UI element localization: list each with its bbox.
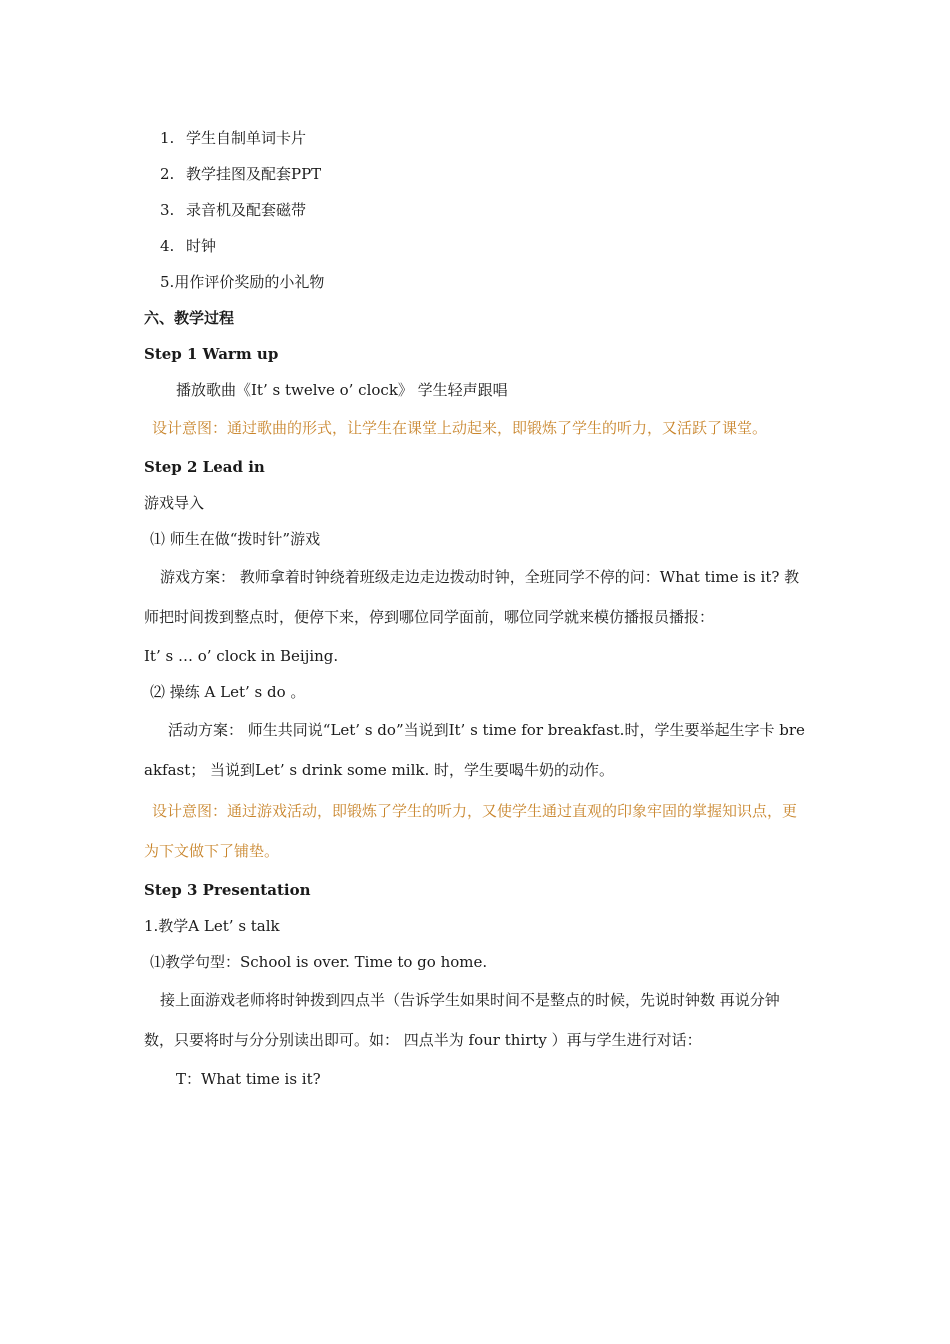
step3-heading: Step 3 Presentation: [144, 880, 311, 899]
step3-item1: 1.教学A Let’ s talk: [144, 916, 280, 935]
material-item-4: [144, 228, 808, 264]
list-text: 用作评价奖励的小礼物: [174, 273, 325, 291]
material-item-1: [144, 120, 808, 156]
step2-intro: 游戏导入: [144, 493, 205, 512]
material-item-2: [144, 156, 808, 192]
list-number: 4.: [160, 237, 175, 255]
step2-item2: ⑵ 操练 A Let’ s do 。: [150, 682, 306, 701]
step2-report-line: It’ s … o’ clock in Beijing.: [144, 646, 339, 665]
material-item-5: [144, 264, 808, 300]
list-number: 2.: [160, 165, 175, 183]
step3-dialog-line: T：What time is it?: [176, 1069, 321, 1088]
material-item-3: [144, 192, 808, 228]
step1-heading: Step 1 Warm up: [144, 345, 279, 363]
step1-activity: 播放歌曲《It’ s twelve o’ clock》 学生轻声跟唱: [176, 381, 508, 399]
step1-design-note: 设计意图：通过歌曲的形式，让学生在课堂上动起来，即锻炼了学生的听力，又活跃了课堂。: [152, 419, 768, 437]
list-number: 1.: [160, 129, 175, 147]
step3-explanation: 接上面游戏老师将时钟拨到四点半（告诉学生如果时间不是整点的时候，先说时钟数 再说分钟数，只要将时与分分别读出即可。如： 四点半为 four thirty ）再与学生进行对话：: [144, 990, 780, 1049]
list-text: 学生自制单词卡片: [186, 129, 307, 147]
list-number: 3.: [160, 201, 175, 219]
step2-game-plan: 游戏方案： 教师拿着时钟绕着班级走边走边拨动时钟，全班同学不停的问：What time is it? 教师把时间拨到整点时，便停下来，停到哪位同学面前，哪位同学就来模仿播报员播报：: [144, 567, 800, 626]
step3-sub1: ⑴教学句型：School is over. Time to go home.: [150, 952, 488, 971]
step2-item1: ⑴ 师生在做“拨时针”游戏: [150, 529, 321, 548]
list-text: 录音机及配套磁带: [186, 201, 307, 219]
step2-activity-plan: 活动方案： 师生共同说“Let’ s do”当说到It’ s time for breakfast.时，学生要举起生字卡 breakfast； 当说到Let’ s drink some milk. 时，学生要喝牛奶的动作。: [144, 720, 805, 779]
step2-design-note: 设计意图：通过游戏活动，即锻炼了学生的听力，又使学生通过直观的印象牢固的掌握知识点，更为下文做下了铺垫。: [144, 801, 798, 860]
list-number: 5.: [160, 273, 175, 291]
section-heading-teaching-process: 六、教学过程: [144, 309, 235, 327]
document-page: [144, 120, 808, 1097]
list-text: 教学挂图及配套PPT: [186, 165, 322, 183]
step2-heading: Step 2 Lead in: [144, 457, 265, 476]
list-text: 时钟: [186, 237, 217, 255]
